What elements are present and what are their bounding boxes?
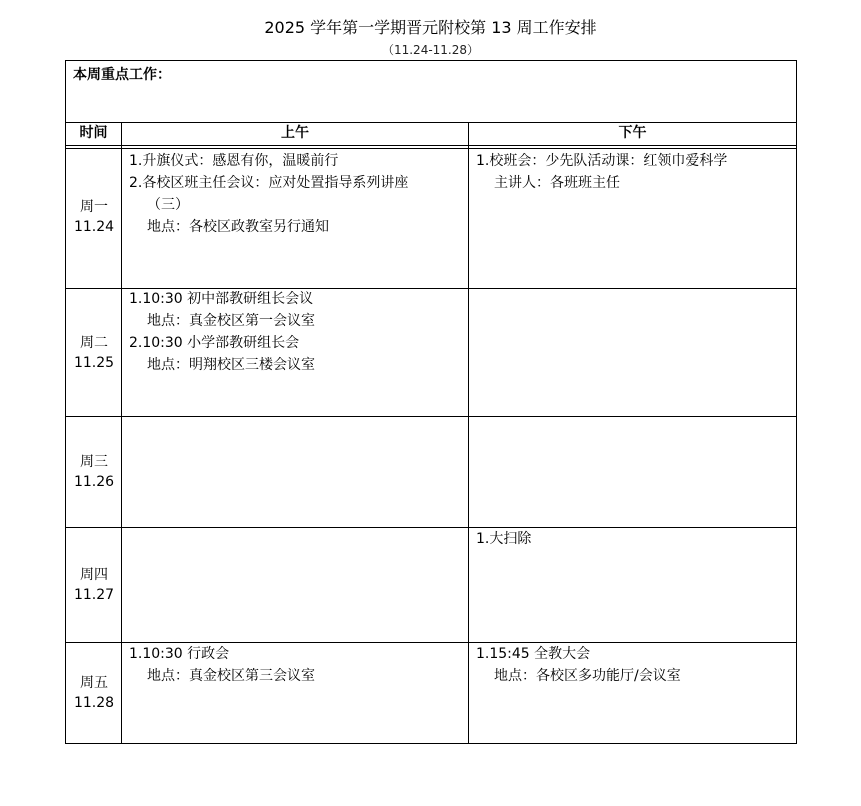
date-range: （11.24-11.28） [381,43,480,57]
cell-mon-pm [469,150,796,194]
item: 主讲人：各班班主任 [494,175,620,191]
day-date: 11.24 [73,219,115,235]
day-name: 周二 [80,335,108,351]
header-am: 上午 [281,125,309,141]
item: 地点：真金校区第三会议室 [147,668,315,684]
day-label [66,673,122,713]
item: 1.升旗仪式：感恩有你，温暖前行 [129,153,339,169]
day-label [66,565,122,605]
day-date: 11.26 [73,474,115,490]
day-date: 11.25 [73,355,115,371]
item: 1.大扫除 [476,531,532,547]
item: 地点：各校区政教室另行通知 [147,219,329,235]
day-name: 周五 [80,675,108,691]
cell-fri-am [122,643,468,687]
item: （三） [147,197,189,213]
item: 2.10:30 小学部教研组长会 [129,335,300,351]
rule-double-header [66,148,796,149]
schedule-table [65,60,797,744]
cell-mon-am [122,150,468,238]
header-time: 时间 [79,125,108,141]
header-pm: 下午 [618,125,647,141]
item: 1.15:45 全教大会 [476,646,591,662]
day-date: 11.27 [73,587,115,603]
item: 地点：各校区多功能厅/会议室 [494,668,681,684]
day-name: 周一 [80,199,108,215]
cell-tue-am [122,288,468,376]
item: 1.10:30 行政会 [129,646,230,662]
day-name: 周四 [80,567,108,583]
item: 2.各校区班主任会议：应对处置指导系列讲座 [129,175,409,191]
day-label [66,452,122,492]
page-title: 2025 学年第一学期晋元附校第 13 周工作安排 [264,18,597,37]
item: 1.校班会：少先队活动课：红领巾爱科学 [476,153,728,169]
item: 1.10:30 初中部教研组长会议 [129,291,314,307]
weekly-focus-label: 本周重点工作： [73,67,171,83]
day-date: 11.28 [73,695,115,711]
day-label [66,333,122,373]
day-name: 周三 [80,454,108,470]
item: 地点：真金校区第一会议室 [147,313,315,329]
item: 地点：明翔校区三楼会议室 [147,357,315,373]
day-label [66,197,122,237]
cell-thu-pm [469,528,796,550]
rule-row-2 [66,416,796,417]
cell-fri-pm [469,643,796,687]
rule-under-header [66,145,796,146]
